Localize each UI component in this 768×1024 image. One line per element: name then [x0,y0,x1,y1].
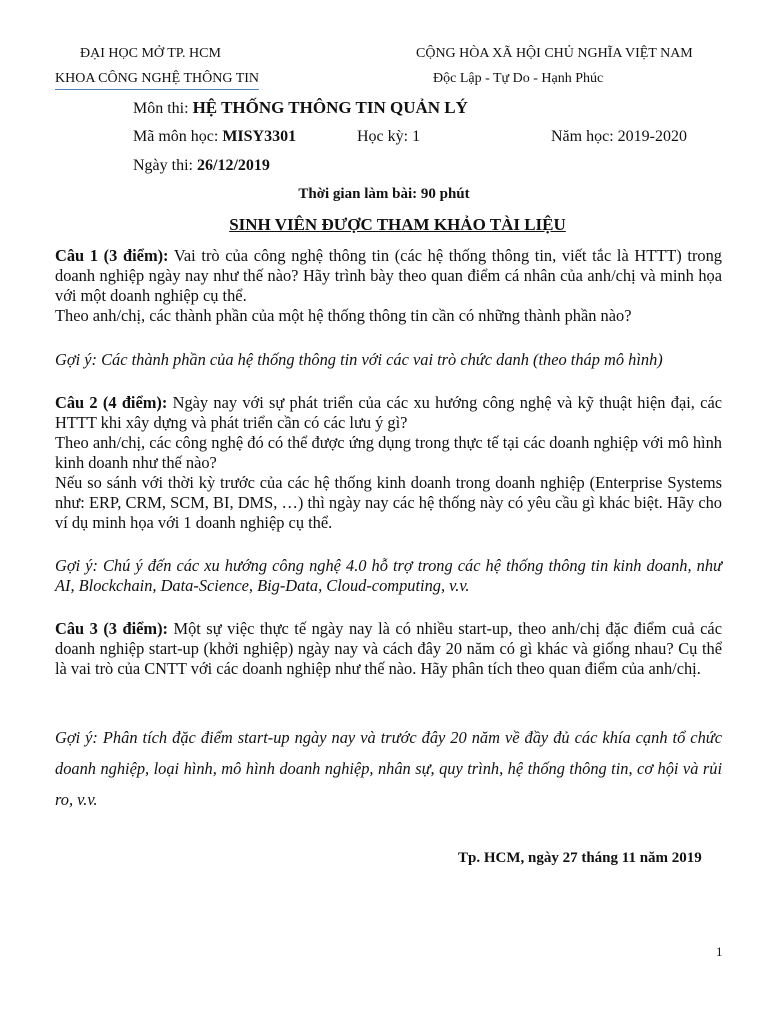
subject-label: Môn thi: [133,100,193,117]
question-3 [55,619,722,679]
question-1-text: Vai trò của công nghệ thông tin (các hệ thống thông tin, viết tắc là HTTT) trong doanh nghiệp ngày nay như thế nào? Hãy trình bày theo quan điểm cá nhân của anh/chị và minh họa với một doanh nghiệp cụ thể. [55,246,722,305]
subject-value: HỆ THỐNG THÔNG TIN QUẢN LÝ [192,98,468,117]
question-2-label: Câu 2 (4 điểm): [55,393,168,412]
exam-date-label: Ngày thi: [133,157,197,174]
subject-line [133,98,468,118]
faculty-name: KHOA CÔNG NGHỆ THÔNG TIN [55,71,259,90]
course-code-line [133,128,296,146]
question-2-text-2: Theo anh/chị, các công nghệ đó có thể được ứng dụng trong thực tế tại các doanh nghiệp với mô hình kinh doanh như thế nào? [55,433,722,472]
question-3-label: Câu 3 (3 điểm): [55,619,168,638]
question-1-label: Câu 1 (3 điểm): [55,246,169,265]
question-2 [55,393,722,533]
reference-notice: SINH VIÊN ĐƯỢC THAM KHẢO TÀI LIỆU [229,215,566,234]
country-name: CỘNG HÒA XÃ HỘI CHỦ NGHĨA VIỆT NAM [416,46,693,61]
national-motto: Độc Lập - Tự Do - Hạnh Phúc [433,71,604,86]
exam-date-line [133,157,270,175]
school-year: Năm học: 2019-2020 [551,128,687,145]
question-1-hint: Gợi ý: Các thành phần của hệ thống thông tin với các vai trò chức danh (theo tháp mô hình) [55,350,663,369]
exam-duration: Thời gian làm bài: 90 phút [298,186,470,202]
question-2-text-3: Nếu so sánh với thời kỳ trước của các hệ thống kinh doanh trong doanh nghiệp (Enterprise Systems như: ERP, CRM, SCM, BI, DMS, …) thì ngày nay các hệ thống này có yêu cầu gì khác biệt. Hãy cho ví dụ minh họa với 1 doanh nghiệp cụ thể. [55,473,722,532]
course-code-label: Mã môn học: [133,128,223,145]
question-2-hint: Gợi ý: Chú ý đến các xu hướng công nghệ 4.0 hỗ trợ trong các hệ thống thông tin kinh doanh, như AI, Blockchain, Data-Science, Big-Data, Cloud-computing, v.v. [55,556,722,595]
course-code-value: MISY3301 [222,128,297,145]
question-1 [55,246,722,326]
question-3-text: Một sự việc thực tế ngày nay là có nhiều start-up, theo anh/chị đặc điểm cuả các doanh nghiệp start-up (khởi nghiệp) ngày nay và cách đây 20 năm có gì khác và giống nhau? Cụ thể là vai trò của CNTT với các doanh nghiệp như thế nào. Hãy phân tích theo quan điểm của anh/chị. [55,619,722,678]
exam-date-value: 26/12/2019 [197,157,270,174]
question-3-hint: Gợi ý: Phân tích đặc điểm start-up ngày nay và trước đây 20 năm về đầy đủ các khía cạnh tổ chức doanh nghiệp, loại hình, mô hình doanh nghiệp, nhân sự, quy trình, hệ thống thông tin, cơ hội và rủi ro, v.v. [55,728,722,809]
signature-date: Tp. HCM, ngày 27 tháng 11 năm 2019 [458,850,702,866]
question-1-text-2: Theo anh/chị, các thành phần của một hệ thống thông tin cần có những thành phần nào? [55,306,632,325]
question-2-text: Ngày nay với sự phát triển của các xu hướng công nghệ và kỹ thuật hiện đại, các HTTT khi xây dựng và phát triển cần có các lưu ý gì? [55,393,722,432]
university-name: ĐẠI HỌC MỞ TP. HCM [80,46,221,61]
page-number: 1 [716,944,723,959]
semester: Học kỳ: 1 [357,128,421,145]
